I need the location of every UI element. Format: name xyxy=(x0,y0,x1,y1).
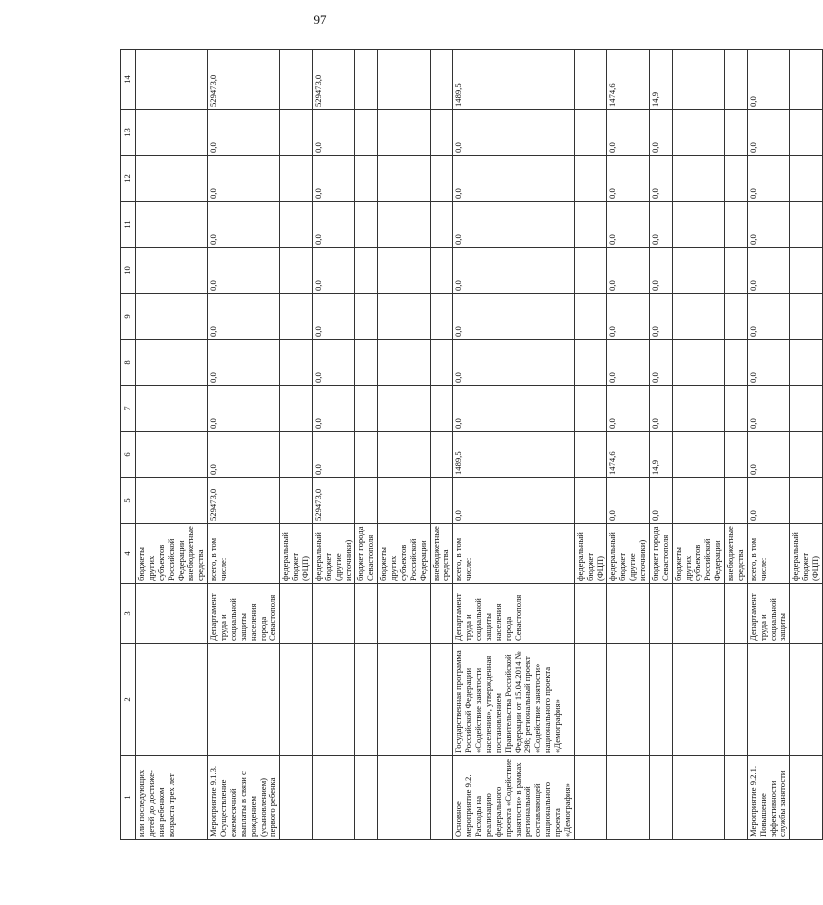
cell-c3 xyxy=(725,584,748,644)
value-cell: 0,0 xyxy=(607,110,650,156)
value-cell: 0,0 xyxy=(208,386,280,432)
cell-c1 xyxy=(672,756,724,840)
cell-c2 xyxy=(574,644,607,756)
header-cell: 4 xyxy=(121,524,136,584)
header-cell: 5 xyxy=(121,478,136,524)
value-cell xyxy=(672,50,724,110)
cell-c4: всего, в том числе: xyxy=(747,524,790,584)
value-cell: 0,0 xyxy=(747,110,790,156)
cell-c1 xyxy=(312,756,355,840)
cell-c3: Департамент труда и социальной защиты xyxy=(747,584,790,644)
cell-c4: федеральный бюджет (другие источники) xyxy=(312,524,355,584)
value-cell xyxy=(725,386,748,432)
value-cell: 0,0 xyxy=(649,156,672,202)
table-row xyxy=(649,50,672,840)
cell-c2 xyxy=(747,644,790,756)
value-cell: 0,0 xyxy=(208,156,280,202)
value-cell: 1474,6 xyxy=(607,432,650,478)
value-cell: 0,0 xyxy=(312,156,355,202)
value-cell xyxy=(355,340,378,386)
cell-c2 xyxy=(672,644,724,756)
value-cell xyxy=(672,110,724,156)
cell-c4: федеральный бюджет (ФЦП) xyxy=(574,524,607,584)
value-cell xyxy=(355,248,378,294)
header-cell: 14 xyxy=(121,50,136,110)
value-cell xyxy=(725,248,748,294)
value-cell: 0,0 xyxy=(747,386,790,432)
cell-c3: Департамент труда и социальной защиты населения города Севастополя xyxy=(208,584,280,644)
value-cell xyxy=(574,248,607,294)
value-cell: 0,0 xyxy=(747,478,790,524)
cell-c1 xyxy=(430,756,453,840)
cell-c4: внебюджетные средства xyxy=(725,524,748,584)
cell-c1 xyxy=(725,756,748,840)
value-cell: 0,0 xyxy=(208,294,280,340)
value-cell xyxy=(136,248,208,294)
value-cell: 0,0 xyxy=(208,432,280,478)
value-cell: 0,0 xyxy=(607,202,650,248)
value-cell xyxy=(790,156,823,202)
value-cell: 0,0 xyxy=(453,156,575,202)
value-cell xyxy=(378,110,430,156)
value-cell xyxy=(136,386,208,432)
value-cell xyxy=(378,340,430,386)
cell-c3 xyxy=(430,584,453,644)
value-cell xyxy=(574,478,607,524)
cell-c4: внебюджетные средства xyxy=(430,524,453,584)
value-cell xyxy=(430,432,453,478)
value-cell xyxy=(790,294,823,340)
value-cell xyxy=(280,294,313,340)
value-cell xyxy=(790,110,823,156)
value-cell: 0,0 xyxy=(649,110,672,156)
value-cell: 0,0 xyxy=(312,294,355,340)
table-row xyxy=(430,50,453,840)
page-number: 97 xyxy=(313,12,327,27)
value-cell xyxy=(574,156,607,202)
cell-c4: федеральный бюджет (другие источники) xyxy=(607,524,650,584)
value-cell xyxy=(725,202,748,248)
value-cell xyxy=(280,202,313,248)
value-cell xyxy=(574,340,607,386)
value-cell xyxy=(574,386,607,432)
value-cell xyxy=(725,340,748,386)
value-cell: 0,0 xyxy=(747,50,790,110)
cell-c3 xyxy=(574,584,607,644)
cell-c2 xyxy=(430,644,453,756)
value-cell: 0,0 xyxy=(607,478,650,524)
value-cell: 0,0 xyxy=(453,248,575,294)
value-cell xyxy=(280,386,313,432)
value-cell: 0,0 xyxy=(649,386,672,432)
value-cell xyxy=(355,110,378,156)
table-row xyxy=(790,50,823,840)
cell-c2 xyxy=(649,644,672,756)
value-cell: 0,0 xyxy=(607,294,650,340)
cell-c3 xyxy=(280,584,313,644)
cell-c1 xyxy=(607,756,650,840)
cell-c1 xyxy=(355,756,378,840)
header-cell: 13 xyxy=(121,110,136,156)
value-cell xyxy=(430,478,453,524)
value-cell xyxy=(355,294,378,340)
cell-c2 xyxy=(208,644,280,756)
cell-c4: федеральный бюджет (ФЦП) xyxy=(280,524,313,584)
value-cell xyxy=(574,110,607,156)
value-cell xyxy=(430,294,453,340)
table-row xyxy=(453,50,575,840)
cell-c1 xyxy=(378,756,430,840)
cell-c1: Мероприятие 9.1.3. Осуществление ежемесячной выплаты в связи с рождением (усыновлением) первого ребенка xyxy=(208,756,280,840)
value-cell xyxy=(574,50,607,110)
table-body xyxy=(121,50,823,840)
value-cell: 0,0 xyxy=(607,340,650,386)
cell-c1: Основное мероприятие 9.2. Расходы на реализацию федерального проекта «Содействие занятости» в рамках региональной составляющей национального проекта «Демография» xyxy=(453,756,575,840)
value-cell xyxy=(378,248,430,294)
value-cell xyxy=(430,156,453,202)
value-cell: 529473,0 xyxy=(208,478,280,524)
value-cell: 0,0 xyxy=(312,248,355,294)
value-cell: 0,0 xyxy=(453,478,575,524)
value-cell xyxy=(790,386,823,432)
value-cell xyxy=(355,432,378,478)
value-cell: 0,0 xyxy=(747,202,790,248)
cell-c3 xyxy=(607,584,650,644)
value-cell xyxy=(672,478,724,524)
value-cell xyxy=(725,156,748,202)
value-cell xyxy=(430,248,453,294)
cell-c4: бюджеты других субъектов Российской Федерации xyxy=(378,524,430,584)
header-cell: 9 xyxy=(121,294,136,340)
cell-c2 xyxy=(790,644,823,756)
value-cell xyxy=(430,386,453,432)
value-cell xyxy=(378,386,430,432)
value-cell xyxy=(725,294,748,340)
value-cell: 0,0 xyxy=(208,110,280,156)
table-row xyxy=(136,50,208,840)
value-cell xyxy=(280,432,313,478)
value-cell: 0,0 xyxy=(312,110,355,156)
table-row xyxy=(607,50,650,840)
cell-c4: всего, в том числе: xyxy=(208,524,280,584)
cell-c2 xyxy=(355,644,378,756)
value-cell xyxy=(280,248,313,294)
value-cell xyxy=(355,478,378,524)
cell-c1 xyxy=(280,756,313,840)
table-row xyxy=(725,50,748,840)
value-cell xyxy=(136,156,208,202)
cell-c1: Мероприятие 9.2.1. Повышение эффективности службы занятости xyxy=(747,756,790,840)
cell-c2 xyxy=(136,644,208,756)
value-cell xyxy=(378,50,430,110)
value-cell xyxy=(280,156,313,202)
value-cell xyxy=(672,340,724,386)
value-cell xyxy=(378,202,430,248)
cell-c3 xyxy=(355,584,378,644)
value-cell: 1474,6 xyxy=(607,50,650,110)
value-cell xyxy=(430,50,453,110)
value-cell xyxy=(355,202,378,248)
value-cell: 529473,0 xyxy=(312,50,355,110)
value-cell xyxy=(725,50,748,110)
table-row xyxy=(312,50,355,840)
value-cell xyxy=(355,156,378,202)
header-cell: 2 xyxy=(121,644,136,756)
header-cell: 3 xyxy=(121,584,136,644)
budget-table xyxy=(120,49,823,840)
cell-c2 xyxy=(378,644,430,756)
cell-c3 xyxy=(790,584,823,644)
value-cell: 0,0 xyxy=(453,294,575,340)
value-cell xyxy=(136,432,208,478)
cell-c4: бюджет города Севастополя xyxy=(355,524,378,584)
table-row xyxy=(378,50,430,840)
value-cell: 529473,0 xyxy=(208,50,280,110)
value-cell: 0,0 xyxy=(453,110,575,156)
value-cell xyxy=(672,432,724,478)
table-row xyxy=(280,50,313,840)
value-cell xyxy=(280,340,313,386)
table-row xyxy=(747,50,790,840)
cell-c2 xyxy=(312,644,355,756)
value-cell: 0,0 xyxy=(649,294,672,340)
header-cell: 8 xyxy=(121,340,136,386)
value-cell xyxy=(378,156,430,202)
value-cell xyxy=(790,478,823,524)
value-cell xyxy=(430,202,453,248)
value-cell xyxy=(790,248,823,294)
value-cell xyxy=(280,110,313,156)
table-row xyxy=(355,50,378,840)
value-cell: 0,0 xyxy=(312,340,355,386)
cell-c4: всего, в том числе: xyxy=(453,524,575,584)
table-row xyxy=(574,50,607,840)
value-cell: 0,0 xyxy=(208,202,280,248)
value-cell: 0,0 xyxy=(453,386,575,432)
value-cell: 0,0 xyxy=(747,294,790,340)
value-cell: 14,9 xyxy=(649,432,672,478)
value-cell xyxy=(355,50,378,110)
header-cell: 6 xyxy=(121,432,136,478)
cell-c3: Департамент труда и социальной защиты населения города Севастополя xyxy=(453,584,575,644)
value-cell xyxy=(672,294,724,340)
value-cell: 0,0 xyxy=(649,340,672,386)
cell-c3 xyxy=(378,584,430,644)
cell-c3 xyxy=(136,584,208,644)
cell-c4: бюджеты других субъектов Российской Федерации внебюджетные средства xyxy=(136,524,208,584)
value-cell: 0,0 xyxy=(453,202,575,248)
value-cell xyxy=(790,50,823,110)
value-cell: 0,0 xyxy=(312,202,355,248)
header-cell: 1 xyxy=(121,756,136,840)
value-cell xyxy=(280,50,313,110)
header-cell: 7 xyxy=(121,386,136,432)
cell-c1: или последующих детей до достиже-ния ребенком возраста трех лет xyxy=(136,756,208,840)
header-cell: 11 xyxy=(121,202,136,248)
value-cell: 0,0 xyxy=(747,156,790,202)
value-cell: 0,0 xyxy=(747,432,790,478)
value-cell xyxy=(136,110,208,156)
value-cell xyxy=(136,340,208,386)
value-cell xyxy=(136,294,208,340)
cell-c2 xyxy=(280,644,313,756)
value-cell xyxy=(790,202,823,248)
value-cell xyxy=(672,202,724,248)
value-cell: 14,9 xyxy=(649,50,672,110)
value-cell xyxy=(378,432,430,478)
value-cell: 0,0 xyxy=(607,156,650,202)
cell-c2 xyxy=(607,644,650,756)
cell-c3 xyxy=(312,584,355,644)
value-cell xyxy=(430,110,453,156)
value-cell xyxy=(790,432,823,478)
value-cell xyxy=(574,202,607,248)
value-cell: 0,0 xyxy=(312,432,355,478)
value-cell: 529473,0 xyxy=(312,478,355,524)
cell-c4: бюджеты других субъектов Российской Федерации xyxy=(672,524,724,584)
value-cell xyxy=(672,248,724,294)
value-cell xyxy=(672,156,724,202)
rotated-table-container xyxy=(120,50,820,840)
value-cell xyxy=(136,202,208,248)
value-cell: 0,0 xyxy=(747,340,790,386)
value-cell: 0,0 xyxy=(747,248,790,294)
value-cell: 0,0 xyxy=(607,386,650,432)
value-cell xyxy=(574,432,607,478)
header-row xyxy=(121,50,136,840)
value-cell: 0,0 xyxy=(312,386,355,432)
value-cell: 0,0 xyxy=(208,340,280,386)
cell-c3 xyxy=(672,584,724,644)
value-cell xyxy=(790,340,823,386)
value-cell: 1489,5 xyxy=(453,432,575,478)
cell-c1 xyxy=(649,756,672,840)
value-cell: 0,0 xyxy=(649,202,672,248)
table-row xyxy=(672,50,724,840)
value-cell: 0,0 xyxy=(607,248,650,294)
value-cell xyxy=(725,478,748,524)
value-cell xyxy=(280,478,313,524)
value-cell xyxy=(574,294,607,340)
value-cell xyxy=(672,386,724,432)
cell-c4: бюджет города Севастополя xyxy=(649,524,672,584)
header-cell: 12 xyxy=(121,156,136,202)
cell-c1 xyxy=(790,756,823,840)
value-cell xyxy=(378,478,430,524)
value-cell xyxy=(378,294,430,340)
cell-c3 xyxy=(649,584,672,644)
cell-c2 xyxy=(725,644,748,756)
table-row xyxy=(208,50,280,840)
value-cell: 0,0 xyxy=(453,340,575,386)
value-cell: 0,0 xyxy=(649,248,672,294)
value-cell xyxy=(136,478,208,524)
cell-c2: Государственная программа Российской Федерации «Содействие занятости населения», утвержденная постановлением Правительства Российской Федерации от 15.04.2014 № 298; региональный проект «Содействие занятости» национального проекта «Демография» xyxy=(453,644,575,756)
value-cell xyxy=(725,432,748,478)
value-cell xyxy=(136,50,208,110)
value-cell: 0,0 xyxy=(649,478,672,524)
value-cell: 0,0 xyxy=(208,248,280,294)
value-cell xyxy=(430,340,453,386)
value-cell xyxy=(725,110,748,156)
header-cell: 10 xyxy=(121,248,136,294)
cell-c1 xyxy=(574,756,607,840)
cell-c4: федеральный бюджет (ФЦП) xyxy=(790,524,823,584)
value-cell xyxy=(355,386,378,432)
value-cell: 1489,5 xyxy=(453,50,575,110)
